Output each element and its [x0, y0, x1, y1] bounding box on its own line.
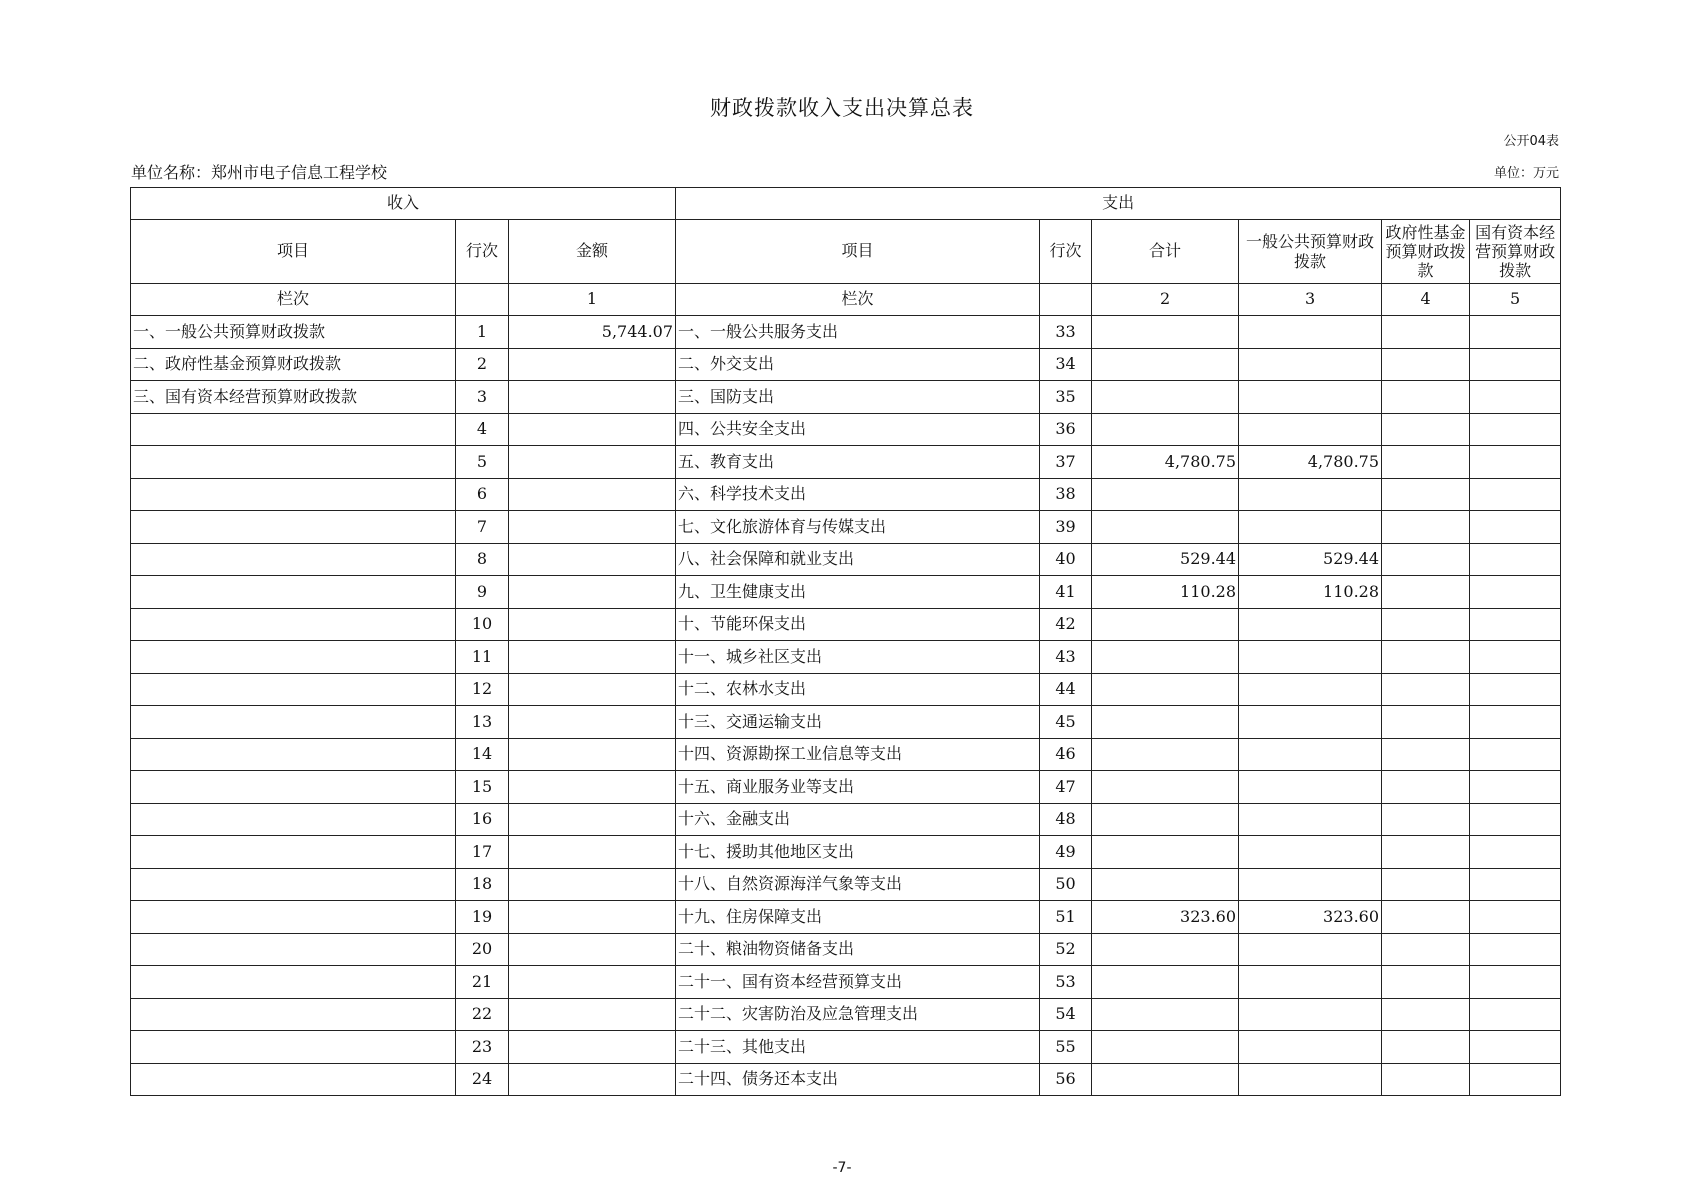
income-line-cell: 5: [456, 446, 509, 479]
income-item-cell: [131, 478, 456, 511]
total-cell: [1092, 836, 1239, 869]
general-budget-cell: [1239, 348, 1382, 381]
table-row: [131, 608, 1561, 641]
table-row: [131, 1031, 1561, 1064]
income-item-cell: [131, 576, 456, 609]
income-amount-cell: [509, 1031, 676, 1064]
total-cell: [1092, 608, 1239, 641]
expense-line-cell: 48: [1040, 803, 1092, 836]
table-row: [131, 933, 1561, 966]
col-index-5: 5: [1470, 284, 1561, 316]
general-budget-cell: [1239, 771, 1382, 804]
expense-line-cell: 39: [1040, 511, 1092, 544]
gov-fund-cell: [1382, 998, 1470, 1031]
total-cell: [1092, 641, 1239, 674]
expense-line-cell: 47: [1040, 771, 1092, 804]
total-cell: [1092, 478, 1239, 511]
income-amount-cell: [509, 803, 676, 836]
general-budget-cell: [1239, 868, 1382, 901]
page-title: 财政拨款收入支出决算总表: [710, 96, 974, 120]
expense-line-header: 行次: [1040, 220, 1092, 284]
state-capital-cell: [1470, 641, 1561, 674]
state-capital-cell: [1470, 673, 1561, 706]
col-index-3: 3: [1239, 284, 1382, 316]
total-cell: [1092, 771, 1239, 804]
table-row: [131, 413, 1561, 446]
income-item-cell: [131, 998, 456, 1031]
gov-fund-cell: [1382, 771, 1470, 804]
gov-fund-cell: [1382, 478, 1470, 511]
general-budget-cell: [1239, 998, 1382, 1031]
state-capital-cell: [1470, 381, 1561, 414]
income-amount-cell: [509, 511, 676, 544]
general-budget-header: 一般公共预算财政拨款: [1239, 220, 1382, 284]
income-line-cell: 10: [456, 608, 509, 641]
gov-fund-cell: [1382, 511, 1470, 544]
income-item-cell: [131, 641, 456, 674]
income-line-cell: 1: [456, 316, 509, 349]
state-capital-cell: [1470, 576, 1561, 609]
state-capital-cell: [1470, 706, 1561, 739]
general-budget-cell: [1239, 316, 1382, 349]
general-budget-cell: 323.60: [1239, 901, 1382, 934]
total-cell: [1092, 998, 1239, 1031]
income-line-cell: 2: [456, 348, 509, 381]
gov-fund-cell: [1382, 706, 1470, 739]
total-cell: [1092, 348, 1239, 381]
expense-line-cell: 42: [1040, 608, 1092, 641]
income-item-cell: [131, 608, 456, 641]
general-budget-cell: [1239, 413, 1382, 446]
general-budget-cell: [1239, 381, 1382, 414]
expense-line-cell: 52: [1040, 933, 1092, 966]
gov-fund-cell: [1382, 348, 1470, 381]
income-item-cell: [131, 1031, 456, 1064]
expense-section-header: 支出: [676, 188, 1561, 220]
total-cell: [1092, 511, 1239, 544]
expense-item-cell: 九、卫生健康支出: [676, 576, 1040, 609]
expense-item-cell: 十七、援助其他地区支出: [676, 836, 1040, 869]
income-line-cell: 16: [456, 803, 509, 836]
income-line-cell: 17: [456, 836, 509, 869]
total-cell: [1092, 381, 1239, 414]
state-capital-cell: [1470, 348, 1561, 381]
expense-item-cell: 十五、商业服务业等支出: [676, 771, 1040, 804]
state-capital-cell: [1470, 316, 1561, 349]
budget-table: [130, 187, 1561, 1096]
income-amount-cell: [509, 706, 676, 739]
income-item-cell: [131, 836, 456, 869]
state-capital-cell: [1470, 966, 1561, 999]
income-amount-cell: [509, 738, 676, 771]
general-budget-cell: 110.28: [1239, 576, 1382, 609]
expense-line-cell: 35: [1040, 381, 1092, 414]
income-line-cell: 6: [456, 478, 509, 511]
income-line-cell: 14: [456, 738, 509, 771]
total-cell: [1092, 1031, 1239, 1064]
table-row: [131, 641, 1561, 674]
income-line-cell: 24: [456, 1063, 509, 1096]
expense-item-cell: 十、节能环保支出: [676, 608, 1040, 641]
income-item-cell: [131, 446, 456, 479]
income-amount-cell: [509, 771, 676, 804]
total-cell: [1092, 316, 1239, 349]
total-header: 合计: [1092, 220, 1239, 284]
expense-item-cell: 四、公共安全支出: [676, 413, 1040, 446]
state-capital-cell: [1470, 901, 1561, 934]
income-line-cell: 22: [456, 998, 509, 1031]
gov-fund-cell: [1382, 966, 1470, 999]
table-row: [131, 803, 1561, 836]
table-row: [131, 901, 1561, 934]
income-item-cell: [131, 511, 456, 544]
income-amount-cell: 5,744.07: [509, 316, 676, 349]
expense-item-cell: 二十三、其他支出: [676, 1031, 1040, 1064]
general-budget-cell: [1239, 608, 1382, 641]
income-amount-cell: [509, 413, 676, 446]
currency-unit: 单位：万元: [1493, 166, 1559, 181]
income-line-cell: 4: [456, 413, 509, 446]
col-index-2: 2: [1092, 284, 1239, 316]
table-row: [131, 511, 1561, 544]
state-capital-cell: [1470, 1031, 1561, 1064]
table-row: [131, 478, 1561, 511]
expense-line-cell: 50: [1040, 868, 1092, 901]
expense-item-cell: 十六、金融支出: [676, 803, 1040, 836]
state-capital-cell: [1470, 933, 1561, 966]
state-capital-cell: [1470, 608, 1561, 641]
expense-item-cell: 一、一般公共服务支出: [676, 316, 1040, 349]
income-line-cell: 9: [456, 576, 509, 609]
table-row: [131, 868, 1561, 901]
income-amount-cell: [509, 1063, 676, 1096]
general-budget-cell: [1239, 933, 1382, 966]
general-budget-cell: [1239, 966, 1382, 999]
total-cell: [1092, 738, 1239, 771]
table-row: [131, 998, 1561, 1031]
expense-line-cell: 38: [1040, 478, 1092, 511]
income-item-cell: [131, 901, 456, 934]
gov-fund-cell: [1382, 446, 1470, 479]
income-amount-cell: [509, 933, 676, 966]
gov-fund-cell: [1382, 901, 1470, 934]
general-budget-cell: [1239, 478, 1382, 511]
page-number: -7-: [832, 1160, 852, 1176]
gov-fund-cell: [1382, 868, 1470, 901]
expense-line-cell: 43: [1040, 641, 1092, 674]
expense-line-cell: 46: [1040, 738, 1092, 771]
total-cell: 529.44: [1092, 543, 1239, 576]
income-item-cell: [131, 966, 456, 999]
table-row: [131, 738, 1561, 771]
total-cell: [1092, 803, 1239, 836]
expense-item-cell: 二十、粮油物资储备支出: [676, 933, 1040, 966]
state-capital-cell: [1470, 868, 1561, 901]
state-capital-cell: [1470, 803, 1561, 836]
income-line-cell: 15: [456, 771, 509, 804]
income-amount-cell: [509, 998, 676, 1031]
income-amount-cell: [509, 543, 676, 576]
expense-line-cell: 51: [1040, 901, 1092, 934]
income-item-cell: [131, 771, 456, 804]
income-item-cell: 二、政府性基金预算财政拨款: [131, 348, 456, 381]
col-index-4: 4: [1382, 284, 1470, 316]
income-item-cell: [131, 738, 456, 771]
expense-line-cell: 40: [1040, 543, 1092, 576]
gov-fund-cell: [1382, 413, 1470, 446]
gov-fund-cell: [1382, 1063, 1470, 1096]
income-amount-cell: [509, 381, 676, 414]
total-cell: [1092, 673, 1239, 706]
expense-item-cell: 七、文化旅游体育与传媒支出: [676, 511, 1040, 544]
state-capital-header: 国有资本经营预算财政拨款: [1470, 220, 1561, 284]
income-amount-cell: [509, 478, 676, 511]
general-budget-cell: [1239, 803, 1382, 836]
col-index-blank: [456, 284, 509, 316]
table-row: [131, 836, 1561, 869]
income-amount-cell: [509, 836, 676, 869]
gov-fund-cell: [1382, 836, 1470, 869]
income-item-cell: [131, 933, 456, 966]
income-item-cell: [131, 1063, 456, 1096]
expense-item-cell: 二十二、灾害防治及应急管理支出: [676, 998, 1040, 1031]
income-line-cell: 13: [456, 706, 509, 739]
state-capital-cell: [1470, 998, 1561, 1031]
income-line-cell: 7: [456, 511, 509, 544]
income-item-cell: [131, 803, 456, 836]
table-row: [131, 446, 1561, 479]
gov-fund-cell: [1382, 576, 1470, 609]
state-capital-cell: [1470, 413, 1561, 446]
state-capital-cell: [1470, 738, 1561, 771]
income-line-header: 行次: [456, 220, 509, 284]
expense-item-cell: 五、教育支出: [676, 446, 1040, 479]
expense-item-cell: 八、社会保障和就业支出: [676, 543, 1040, 576]
general-budget-cell: [1239, 706, 1382, 739]
expense-item-cell: 十三、交通运输支出: [676, 706, 1040, 739]
income-item-cell: [131, 673, 456, 706]
table-row: [131, 706, 1561, 739]
general-budget-cell: [1239, 673, 1382, 706]
column-index-row: [131, 284, 1561, 316]
col-label-left: 栏次: [131, 284, 456, 316]
expense-line-cell: 36: [1040, 413, 1092, 446]
expense-item-cell: 二、外交支出: [676, 348, 1040, 381]
income-item-cell: [131, 413, 456, 446]
table-row: [131, 1063, 1561, 1096]
gov-fund-cell: [1382, 543, 1470, 576]
expense-line-cell: 53: [1040, 966, 1092, 999]
total-cell: [1092, 706, 1239, 739]
gov-fund-cell: [1382, 608, 1470, 641]
income-line-cell: 8: [456, 543, 509, 576]
gov-fund-cell: [1382, 381, 1470, 414]
expense-item-cell: 十九、住房保障支出: [676, 901, 1040, 934]
state-capital-cell: [1470, 1063, 1561, 1096]
table-row: [131, 771, 1561, 804]
gov-fund-header: 政府性基金预算财政拨款: [1382, 220, 1470, 284]
general-budget-cell: [1239, 641, 1382, 674]
form-number: 公开04表: [1503, 134, 1559, 149]
general-budget-cell: [1239, 1031, 1382, 1064]
table-row: [131, 348, 1561, 381]
expense-line-cell: 37: [1040, 446, 1092, 479]
col-index-1: 1: [509, 284, 676, 316]
gov-fund-cell: [1382, 673, 1470, 706]
income-item-cell: 一、一般公共预算财政拨款: [131, 316, 456, 349]
total-cell: 4,780.75: [1092, 446, 1239, 479]
gov-fund-cell: [1382, 803, 1470, 836]
gov-fund-cell: [1382, 641, 1470, 674]
expense-line-cell: 33: [1040, 316, 1092, 349]
total-cell: [1092, 1063, 1239, 1096]
income-line-cell: 19: [456, 901, 509, 934]
total-cell: [1092, 413, 1239, 446]
expense-item-cell: 十一、城乡社区支出: [676, 641, 1040, 674]
expense-line-cell: 44: [1040, 673, 1092, 706]
income-line-cell: 3: [456, 381, 509, 414]
income-item-cell: [131, 543, 456, 576]
income-section-header: 收入: [131, 188, 676, 220]
expense-item-header: 项目: [676, 220, 1040, 284]
expense-item-cell: 三、国防支出: [676, 381, 1040, 414]
income-item-header: 项目: [131, 220, 456, 284]
general-budget-cell: [1239, 1063, 1382, 1096]
state-capital-cell: [1470, 446, 1561, 479]
expense-line-cell: 55: [1040, 1031, 1092, 1064]
income-item-cell: [131, 868, 456, 901]
income-amount-cell: [509, 641, 676, 674]
general-budget-cell: [1239, 836, 1382, 869]
general-budget-cell: 4,780.75: [1239, 446, 1382, 479]
state-capital-cell: [1470, 511, 1561, 544]
income-amount-cell: [509, 868, 676, 901]
general-budget-cell: 529.44: [1239, 543, 1382, 576]
income-line-cell: 23: [456, 1031, 509, 1064]
income-amount-cell: [509, 901, 676, 934]
income-amount-cell: [509, 576, 676, 609]
state-capital-cell: [1470, 771, 1561, 804]
section-header-row: [131, 188, 1561, 220]
table-row: [131, 381, 1561, 414]
income-item-cell: 三、国有资本经营预算财政拨款: [131, 381, 456, 414]
col-index-blank: [1040, 284, 1092, 316]
income-amount-cell: [509, 966, 676, 999]
gov-fund-cell: [1382, 738, 1470, 771]
income-amount-header: 金额: [509, 220, 676, 284]
income-line-cell: 18: [456, 868, 509, 901]
table-row: [131, 316, 1561, 349]
income-item-cell: [131, 706, 456, 739]
expense-line-cell: 49: [1040, 836, 1092, 869]
expense-line-cell: 34: [1040, 348, 1092, 381]
table-row: [131, 966, 1561, 999]
general-budget-cell: [1239, 511, 1382, 544]
col-label-right: 栏次: [676, 284, 1040, 316]
column-header-row: [131, 220, 1561, 284]
expense-item-cell: 六、科学技术支出: [676, 478, 1040, 511]
total-cell: [1092, 933, 1239, 966]
expense-item-cell: 十四、资源勘探工业信息等支出: [676, 738, 1040, 771]
expense-item-cell: 二十四、债务还本支出: [676, 1063, 1040, 1096]
state-capital-cell: [1470, 478, 1561, 511]
state-capital-cell: [1470, 543, 1561, 576]
income-amount-cell: [509, 446, 676, 479]
unit-name: 单位名称：郑州市电子信息工程学校: [131, 163, 388, 182]
income-amount-cell: [509, 608, 676, 641]
total-cell: [1092, 966, 1239, 999]
table-row: [131, 673, 1561, 706]
total-cell: 323.60: [1092, 901, 1239, 934]
expense-line-cell: 45: [1040, 706, 1092, 739]
income-amount-cell: [509, 673, 676, 706]
income-line-cell: 20: [456, 933, 509, 966]
income-line-cell: 12: [456, 673, 509, 706]
expense-line-cell: 41: [1040, 576, 1092, 609]
total-cell: [1092, 868, 1239, 901]
gov-fund-cell: [1382, 933, 1470, 966]
income-line-cell: 21: [456, 966, 509, 999]
general-budget-cell: [1239, 738, 1382, 771]
expense-item-cell: 十八、自然资源海洋气象等支出: [676, 868, 1040, 901]
gov-fund-cell: [1382, 316, 1470, 349]
gov-fund-cell: [1382, 1031, 1470, 1064]
income-line-cell: 11: [456, 641, 509, 674]
table-row: [131, 576, 1561, 609]
expense-line-cell: 56: [1040, 1063, 1092, 1096]
expense-line-cell: 54: [1040, 998, 1092, 1031]
table-row: [131, 543, 1561, 576]
expense-item-cell: 二十一、国有资本经营预算支出: [676, 966, 1040, 999]
expense-item-cell: 十二、农林水支出: [676, 673, 1040, 706]
state-capital-cell: [1470, 836, 1561, 869]
income-amount-cell: [509, 348, 676, 381]
total-cell: 110.28: [1092, 576, 1239, 609]
